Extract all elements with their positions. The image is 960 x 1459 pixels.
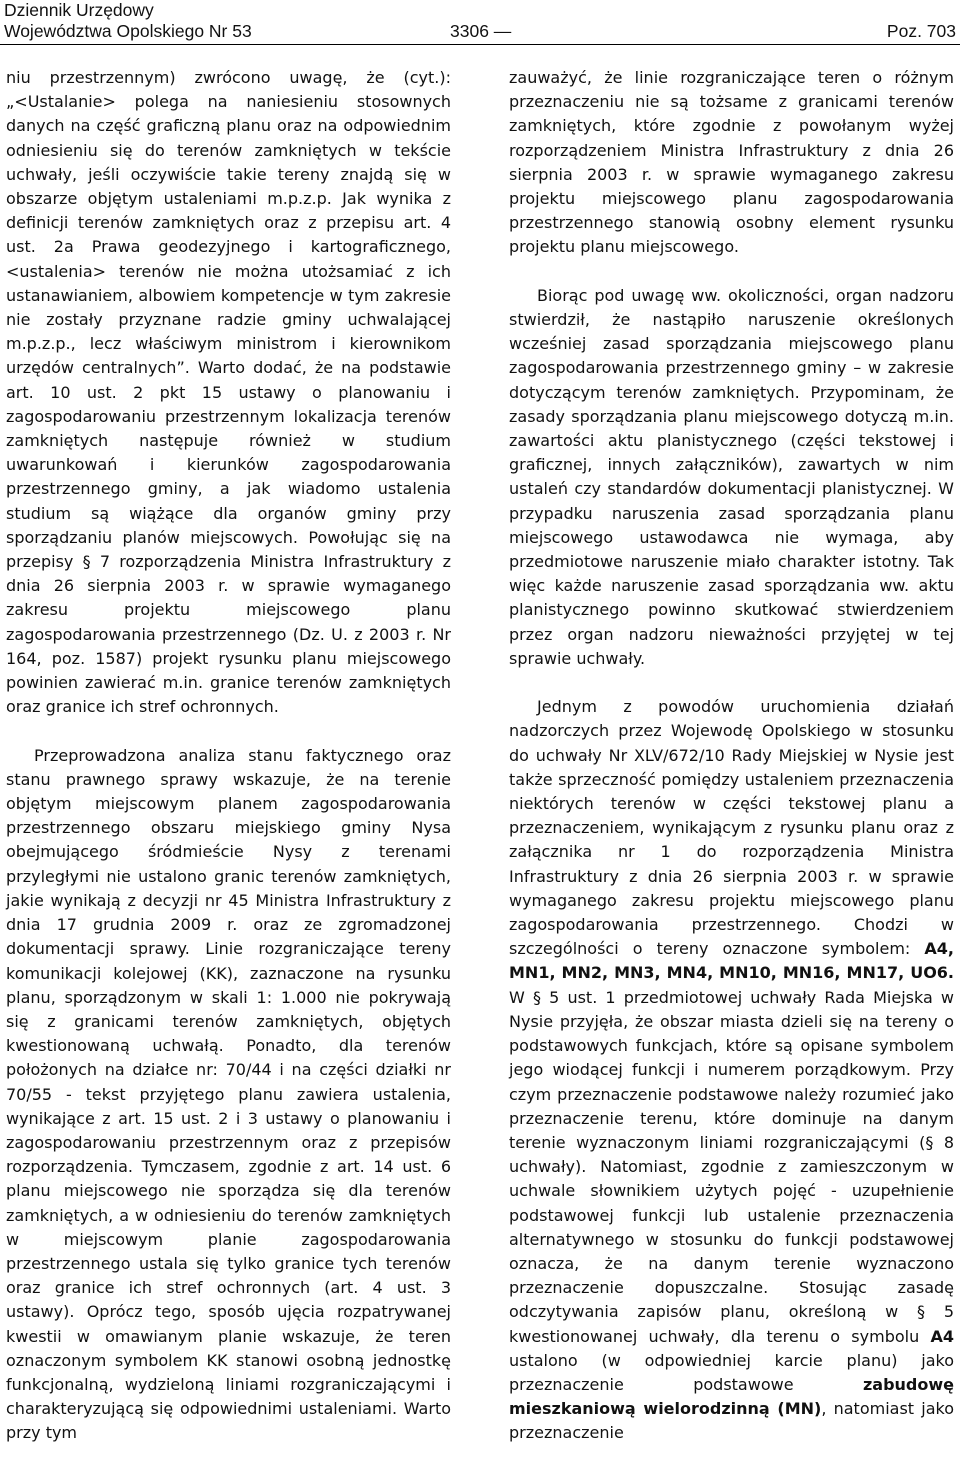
paragraph-text: W § 5 ust. 1 przedmiotowej uchwały Rada Miejska w Nysie przyjęła, że obszar miasta dzieli się na tereny o podstawowych funkcjach, które są opisane symbolem jego wiodącej funkcji i numerem porządkowym. Przy czym przeznaczenie podstawowe należy rozumieć jako przeznaczenie terenu, które dominuje na danym terenie wyznaczonym liniami rozgraniczającymi (§ 8 uchwały). Natomiast, zgodnie z zamieszczonym w uchwale słownikiem użytych pojęć - uzupełnienie podstawowej funkcji lub ustalenie przeznaczenia alternatywnego w stosunku do funkcji podstawowej oznacza, że na danym terenie wyznaczono przeznaczenie dopuszczalne. Stosując zasadę odczytywania zapisów planu, określoną w § 5 kwestionowanej uchwały, dla terenu o symbolu [509, 987, 954, 1346]
header-rule [0, 44, 960, 45]
paragraph: niu przestrzennym) zwrócono uwagę, że (cyt.): „<Ustalanie> polega na naniesieniu stosownych danych na część graficzną planu oraz na odpowiednim odniesieniu się do terenów zamkniętych w tekście uchwały, jeśli oczywiście takie tereny znajdą się w obszarze objętym ustaleniami m.p.z.p. Jak wynika z definicji terenów zamkniętych oraz z przepisu art. 4 ust. 2a Prawa geodezyjnego i kartograficznego, <ustalenia> terenów nie można utożsamiać z ich ustanawianiem, albowiem kompetencje w tym zakresie nie zostały przyznane radzie gminy uchwalającej m.p.z.p., lecz właściwym ministrom i kierownikom urzędów centralnych”. Warto dodać, że na podstawie art. 10 ust. 2 pkt 15 ustawy o planowaniu i zagospodarowaniu przestrzennym lokalizacja terenów zamkniętych następuje również w studium uwarunkowań i kierunków zagospodarowania przestrzennego gminy, a jak wiadomo ustalenia studium są wiążące dla organów gminy przy sporządzaniu planów miejscowych. Powołując się na przepisy § 7 rozporządzenia Ministra Infrastruktury z dnia 26 sierpnia 2003 r. w sprawie wymaganego zakresu projektu miejscowego planu zagospodarowania przestrzennego (Dz. U. z 2003 r. Nr 164, poz. 1587) projekt rysunku planu miejscowego powinien zawierać m.in. granice terenów zamkniętych oraz granice ich stref ochronnych. [6, 68, 451, 717]
symbol-a4: A4 [930, 1326, 955, 1346]
paragraph-text: ustalono (w odpowiedniej karcie planu) jako przeznaczenie podstawowe [509, 1350, 954, 1394]
left-column [6, 66, 451, 1446]
paragraph: Przeprowadzona analiza stanu faktycznego oraz stanu prawnego sprawy wskazuje, że na terenie objętym miejscowym planem zagospodarowania przestrzennego obszaru miejskiego gminy Nysa obejmującego śródmieście Nysy z terenami przyległymi nie ustalono granic terenów zamkniętych, jakie wynikają z decyzji nr 45 Ministra Infrastruktury z dnia 17 grudnia 2009 r. oraz ze zgromadzonej dokumentacji sprawy. Linie rozgraniczające tereny komunikacji kolejowej (KK), zaznaczone na rysunku planu, sporządzonym w skali 1: 1.000 nie pokrywają się z granicami terenów zamkniętych, objętych kwestionowaną uchwałą. Ponadto, dla terenów położonych na działce nr: 70/44 i na części działki nr 70/55 - tekst przyjętego planu zawiera ustalenia, wynikające z art. 15 ust. 2 i 3 ustawy o planowaniu i zagospodarowaniu przestrzennym oraz z przepisów rozporządzenia. Tymczasem, zgodnie z art. 14 ust. 6 planu miejscowego nie sporządza się dla terenów zamkniętych, a w odniesieniu do terenów zamkniętych w miejscowym planie zagospodarowania przestrzennego ustala się tylko granice tych terenów oraz granice ich stref ochronnych (art. 4 ust. 3 ustawy). Oprócz tego, sposób ujęcia rozpatrywanej kwestii w omawianym planie wskazuje, że teren oznaczonym symbolem KK stanowi osobną jednostkę funkcjonalną, wydzieloną liniami rozgraniczającymi i charakteryzującą się odpowiednimi ustaleniami. Warto przy tym [6, 745, 451, 1443]
position-number: Poz. 703 [886, 21, 956, 41]
journal-issue: Województwa Opolskiego Nr 53 [4, 21, 252, 41]
paragraph: Biorąc pod uwagę ww. okoliczności, organ nadzoru stwierdził, że nastąpiło naruszenie określonych wcześniej zasad sporządzania miejscowego planu zagospodarowania przestrzennego gminy – w zakresie dotyczącym terenów zamkniętych. Przypominam, że zasady sporządzania planu miejscowego dotyczą m.in. zawartości aktu planistycznego (części tekstowej i graficznej, innych załączników), zawartych w nim ustaleń czy standardów dokumentacji planistycznej. W przypadku naruszenia zasad sporządzania planu miejscowego ustawodawca nie wymaga, aby przedmiotowe naruszenie miało charakter istotny. Tak więc każde naruszenie zasad sporządzania ww. aktu planistycznego powinno skutkować stwierdzeniem przez organ nadzoru nieważności przyjętej w tej sprawie uchwały. [509, 285, 954, 668]
page-header [4, 0, 956, 44]
paragraph [509, 695, 954, 1445]
emphasis-text: zabudowę mieszkaniową wielorodzinną (MN) [509, 1374, 954, 1419]
symbols-list: A4, MN1, MN2, MN3, MN4, MN10, MN16, MN17, UO6. [509, 939, 954, 983]
paragraph-text: , natomiast jako przeznaczenie [509, 1399, 954, 1443]
paragraph: zauważyć, że linie rozgraniczające teren o różnym przeznaczeniu nie są tożsame z granicami terenów zamkniętych, które zgodnie z powołanym wyżej rozporządzeniem Ministra Infrastruktury z dnia 26 sierpnia 2003 r. w sprawie wymaganego zakresu projektu miejscowego planu zagospodarowania przestrzennego stanowią osobny element rysunku projektu planu miejscowego. [509, 68, 954, 257]
page-number: 3306 — [450, 21, 512, 41]
paragraph-text: Jednym z powodów uruchomienia działań nadzorczych przez Wojewodę Opolskiego w stosunku do uchwały Nr XLV/672/10 Rady Miejskiej w Nysie jest także sprzeczność pomiędzy ustaleniem przeznaczenia niektórych terenów w części tekstowej planu a przeznaczeniem, wynikającym z rysunku planu oraz z załącznika nr 1 do rozporządzenia Ministra Infrastruktury z dnia 26 sierpnia 2003 r. w sprawie wymaganego zakresu projektu miejscowego planu zagospodarowania przestrzennego. Chodzi w szczególności o tereny oznaczone symbolem: [509, 697, 954, 959]
right-column [509, 66, 954, 1446]
journal-title: Dziennik Urzędowy [4, 0, 154, 20]
